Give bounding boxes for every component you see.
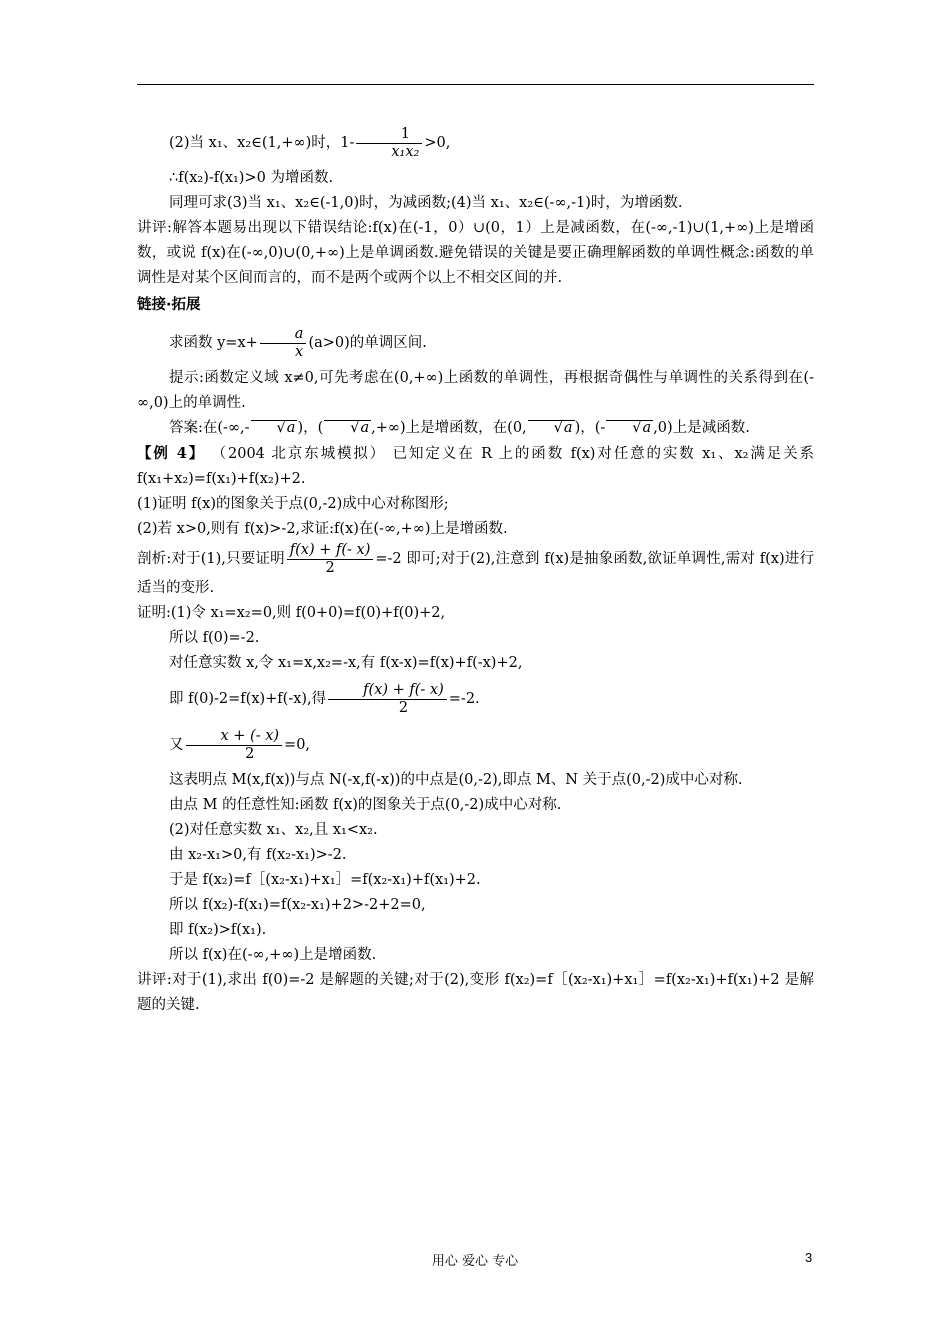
exercise-question — [137, 320, 814, 366]
answer — [137, 416, 814, 441]
denominator: 2 — [398, 699, 409, 716]
text: )，(- — [574, 420, 606, 436]
example-4 — [137, 441, 814, 492]
denominator: x₁x₂ — [391, 143, 420, 160]
example-label: 【例 4】 — [137, 445, 206, 462]
text: (2)当 x₁、x₂∈(1,+∞)时，1- — [169, 135, 355, 151]
numerator: f(x) + f(- x) — [287, 542, 374, 560]
text: 即 f(0)-2=f(x)+f(-x),得 — [169, 691, 327, 708]
text: ,+∞)上是增函数，在(0, — [371, 420, 527, 436]
proof-line-3: 对任意实数 x,令 x₁=x,x₂=-x,有 f(x-x)=f(x)+f(-x)+2, — [169, 655, 523, 672]
example-text: （2004 北京东城模拟） 已知定义在 R 上的函数 f(x)对任意的实数 x₁、x₂满足关系 f(x₁+x₂)=f(x₁)+f(x₂)+2. — [137, 446, 815, 487]
proof-line-11: 所以 f(x₂)-f(x₁)=f(x₂-x₁)+2>-2+2=0, — [169, 897, 426, 914]
analysis — [137, 542, 814, 601]
section-heading: 链接·拓展 — [137, 297, 201, 313]
proof-line-8: (2)对任意实数 x₁、x₂,且 x₁<x₂. — [169, 822, 378, 839]
sqrt-expr: √ a — [528, 420, 575, 437]
proof-line-9: 由 x₂-x₁>0,有 f(x₂-x₁)>-2. — [169, 847, 347, 864]
footer-slogan: 用心 爱心 专心 — [431, 1254, 519, 1269]
sqrt-expr: √ a — [606, 420, 653, 437]
line-case-2 — [137, 120, 814, 166]
denominator: 2 — [325, 559, 335, 576]
sqrt-expr: √ a — [324, 420, 371, 437]
numerator: x + (- x) — [186, 728, 283, 746]
page-number: 3 — [805, 1250, 813, 1265]
denominator: 2 — [245, 745, 255, 762]
text: 答案:在(-∞,- — [169, 420, 250, 436]
sqrt-expr: √ a — [251, 420, 298, 437]
example-4-part-2: (2)若 x>0,则有 f(x)>-2,求证:f(x)在(-∞,+∞)上是增函数. — [137, 521, 508, 537]
fraction — [186, 728, 283, 762]
text: 求函数 y=x+ — [169, 335, 258, 351]
proof-line-10: 于是 f(x₂)=f［(x₂-x₁)+x₁］=f(x₂-x₁)+f(x₁)+2. — [169, 872, 481, 889]
header-rule — [137, 84, 814, 85]
proof-line-6: 这表明点 M(x,f(x))与点 N(-x,f(-x))的中点是(0,-2),即点 M、N 关于点(0,-2)成中心对称. — [169, 772, 743, 789]
proof-line-5 — [137, 722, 814, 768]
proof-line-4 — [137, 676, 814, 722]
proof-line-12: 即 f(x₂)>f(x₁). — [169, 922, 267, 939]
numerator: f(x) + f(- x) — [328, 682, 447, 700]
text: ,0)上是减函数. — [653, 420, 750, 436]
denominator: x — [295, 343, 304, 360]
proof-line-1: 证明:(1)令 x₁=x₂=0,则 f(0+0)=f(0)+f(0)+2, — [137, 605, 446, 622]
fraction — [328, 682, 447, 716]
example-4-part-1: (1)证明 f(x)的图象关于点(0,-2)成中心对称图形; — [137, 496, 449, 512]
text: 剖析:对于(1),只要证明 — [137, 551, 285, 568]
proof-line-2: 所以 f(0)=-2. — [169, 630, 260, 647]
hint: 提示:函数定义域 x≠0,可先考虑在(0,+∞)上函数的单调性，再根据奇偶性与单调性的关系得到在(-∞,0)上的单调性. — [137, 370, 814, 411]
numerator: 1 — [356, 126, 422, 144]
text: =-2 即可;对于(2),注意到 f(x)是抽象函数,欲证单调性,需对 f(x)进行适当的变形. — [137, 551, 814, 597]
text: (a>0)的单调区间. — [308, 335, 427, 351]
fraction — [287, 542, 374, 576]
text: )，( — [297, 420, 324, 436]
text: =0, — [284, 737, 311, 754]
line-similarly: 同理可求(3)当 x₁、x₂∈(-1,0)时，为减函数;(4)当 x₁、x₂∈(-∞,-1)时，为增函数. — [169, 195, 683, 211]
fraction — [260, 326, 307, 360]
text: 又 — [169, 737, 184, 754]
text: >0, — [424, 135, 451, 151]
fraction — [356, 126, 422, 160]
line-conclusion: ∴f(x₂)-f(x₁)>0 为增函数. — [169, 170, 334, 186]
numerator: a — [260, 326, 307, 344]
proof-line-13: 所以 f(x)在(-∞,+∞)上是增函数. — [169, 947, 377, 964]
commentary-1: 讲评:解答本题易出现以下错误结论:f(x)在(-1，0）∪(0，1）上是减函数，在(-∞,-1)∪(1,+∞)上是增函数，或说 f(x)在(-∞,0)∪(0,+∞)上是单调函数.避免错误的关键是要正确理解函数的单调性概念:函数的单调性是对某个区间而言的，而不是两个或两个以上不相交区间的并. — [137, 220, 814, 286]
page-content — [137, 120, 814, 1018]
commentary-2: 讲评:对于(1),求出 f(0)=-2 是解题的关键;对于(2),变形 f(x₂)=f［(x₂-x₁)+x₁］=f(x₂-x₁)+f(x₁)+2 是解题的关键. — [137, 972, 814, 1014]
text: =-2. — [448, 691, 480, 708]
proof-line-7: 由点 M 的任意性知:函数 f(x)的图象关于点(0,-2)成中心对称. — [169, 797, 562, 814]
